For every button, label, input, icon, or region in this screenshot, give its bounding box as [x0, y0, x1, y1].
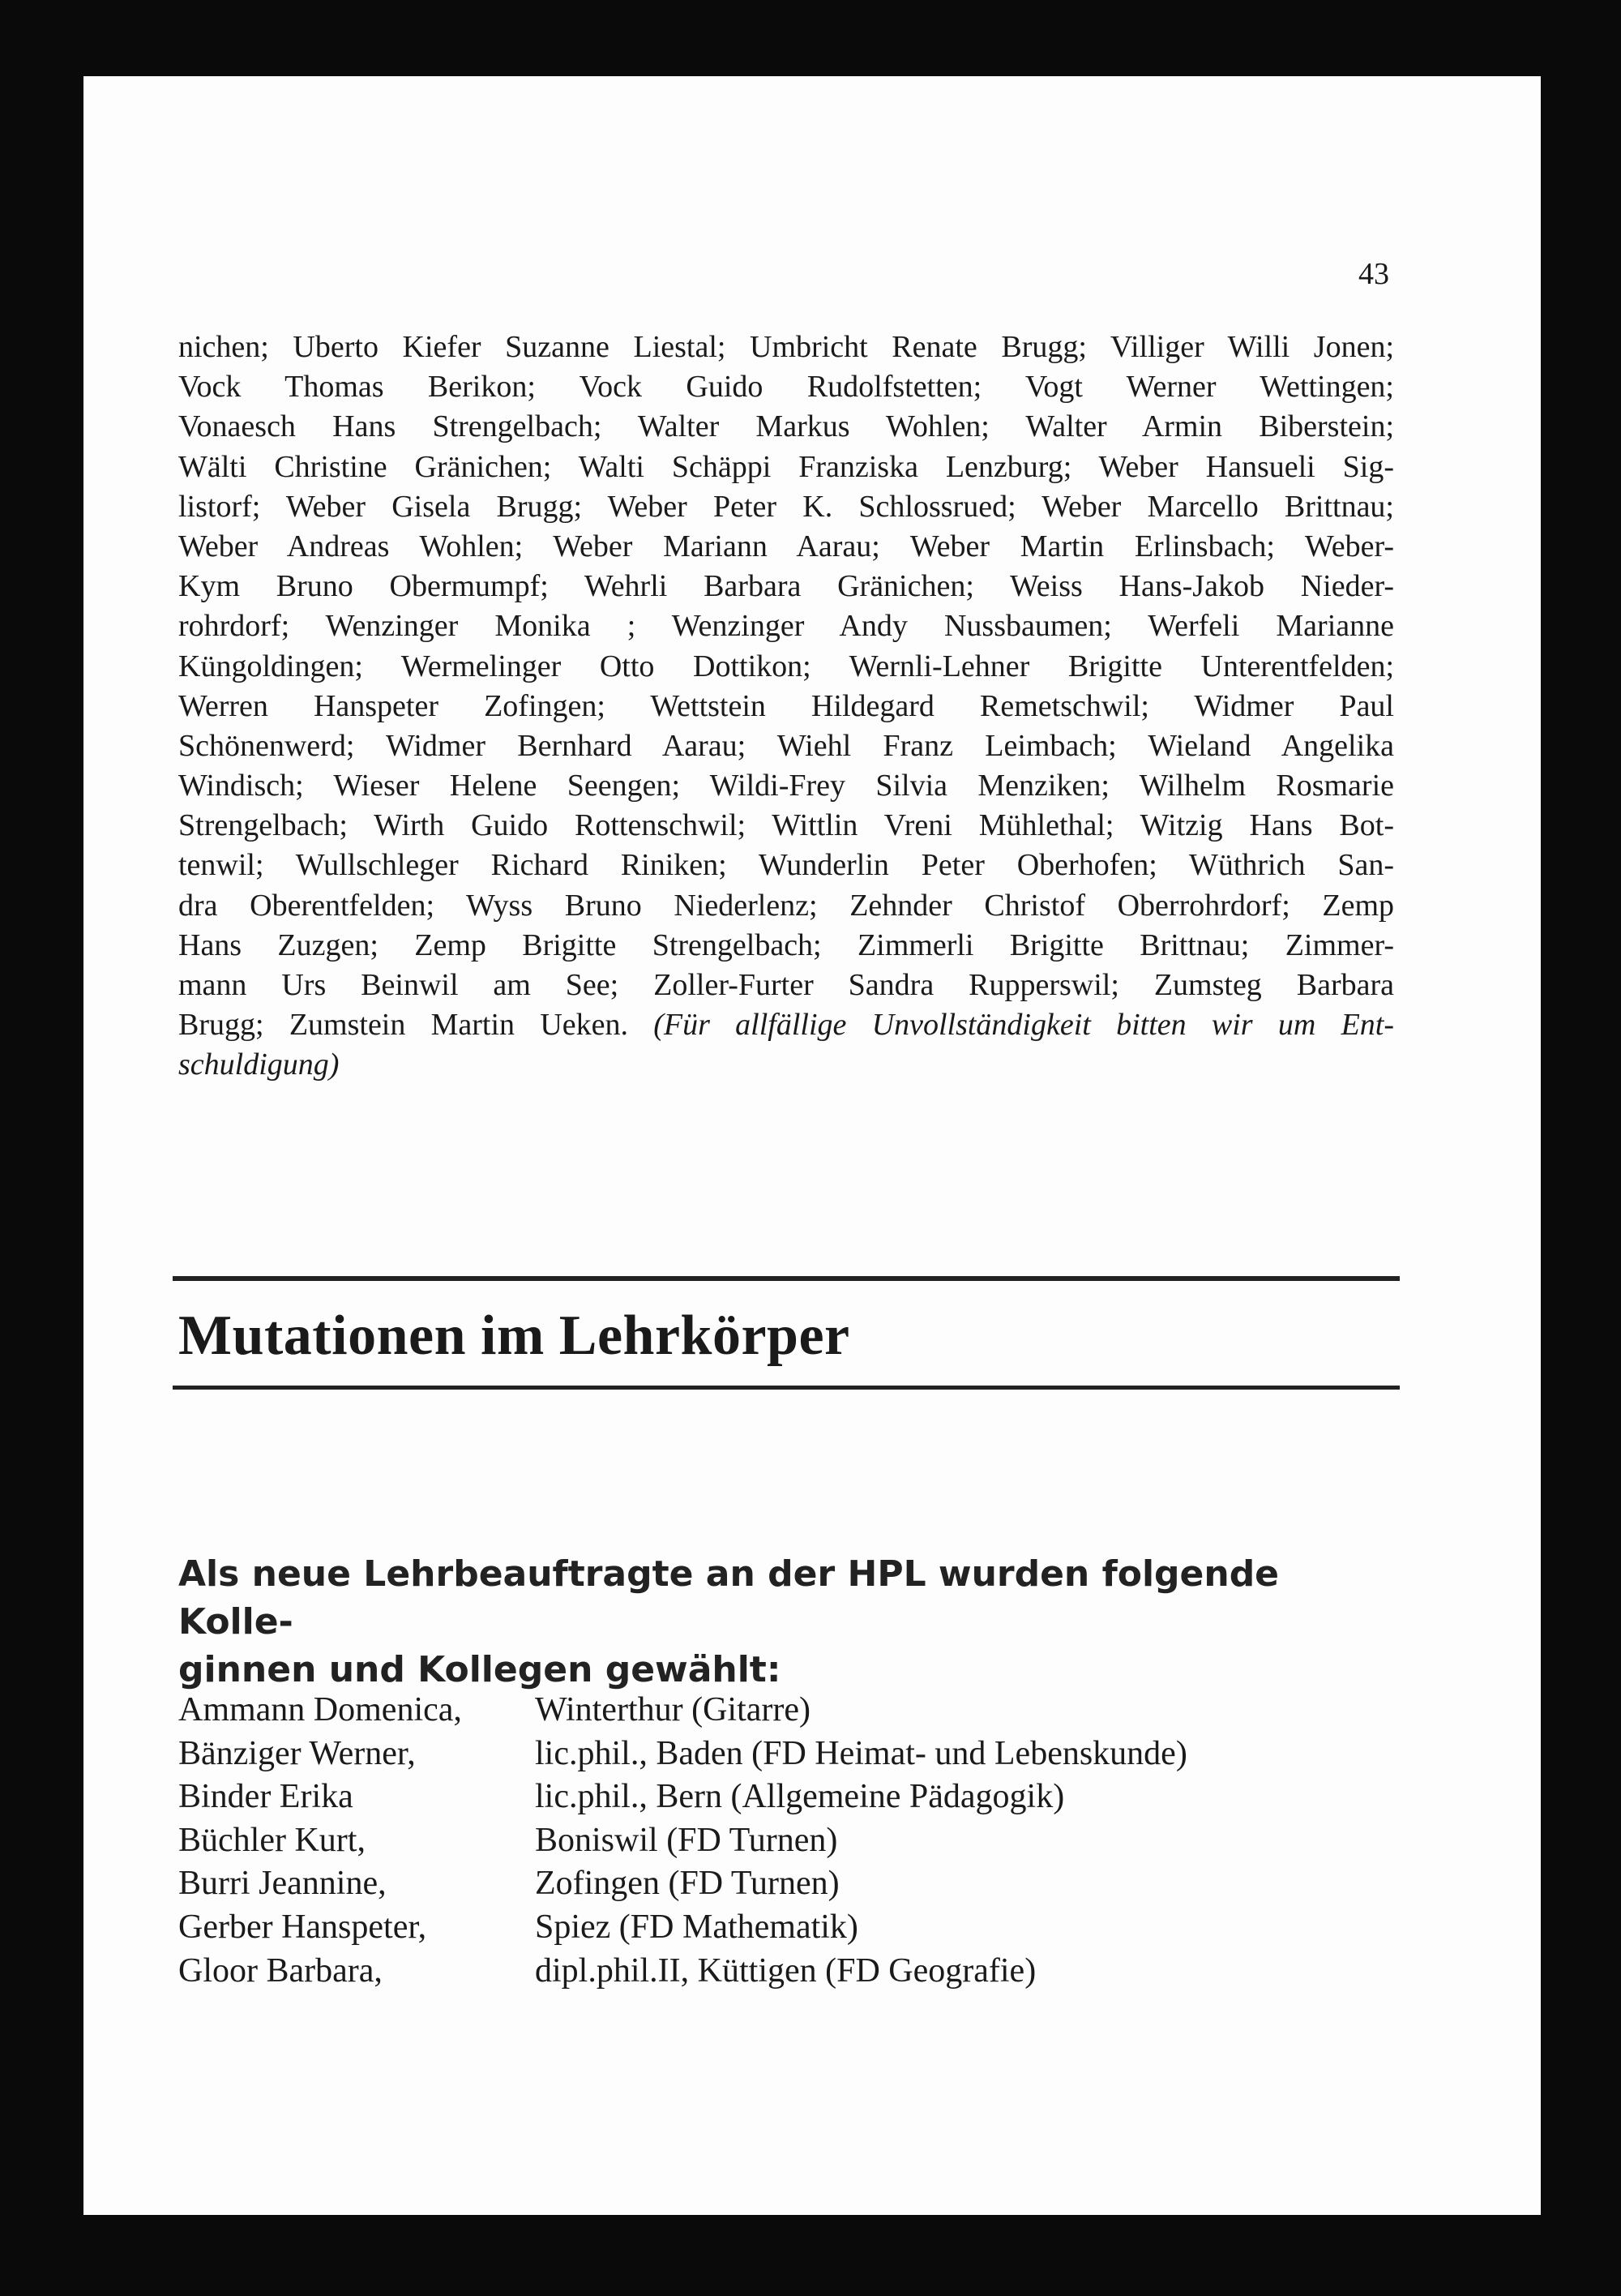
list-item — [178, 1862, 1187, 1906]
appointee-name: Gerber Hanspeter, — [178, 1908, 427, 1946]
subheading-line: Als neue Lehrbeauftragte an der HPL wurden folgende Kolle- — [178, 1553, 1280, 1643]
paragraph-line: Windisch; Wieser Helene Seengen; Wildi-Frey Silvia Menziken; Wilhelm Rosmarie — [178, 769, 1394, 803]
paragraph-line: Küngoldingen; Wermelinger Otto Dottikon; Wernli-Lehner Brigitte Unterentfelden; — [178, 649, 1394, 683]
heading-top-rule — [173, 1276, 1400, 1281]
list-item — [178, 1776, 1187, 1819]
appointee-name: Ammann Domenica, — [178, 1691, 462, 1728]
apology-note-end: schuldigung) — [178, 1047, 340, 1082]
paragraph-line: mann Urs Beinwil am See; Zoller-Furter Sandra Rupperswil; Zumsteg Barbara — [178, 968, 1394, 1002]
paragraph-line: Schönenwerd; Widmer Bernhard Aarau; Wiehl Franz Leimbach; Wieland Angelika — [178, 728, 1394, 763]
donor-list-paragraph — [178, 328, 1394, 1086]
subheading-line: ginnen und Kollegen gewählt: — [178, 1649, 781, 1690]
appointee-details: lic.phil., Bern (Allgemeine Pädagogik) — [535, 1778, 1065, 1816]
list-item — [178, 1689, 1187, 1733]
paragraph-line: Weber Andreas Wohlen; Weber Mariann Aarau; Weber Martin Erlinsbach; Weber- — [178, 529, 1394, 563]
appointee-name: Binder Erika — [178, 1778, 353, 1816]
paragraph-line: Vock Thomas Berikon; Vock Guido Rudolfstetten; Vogt Werner Wettingen; — [178, 370, 1394, 405]
appointee-details: Boniswil (FD Turnen) — [535, 1821, 838, 1859]
paragraph-line: nichen; Uberto Kiefer Suzanne Liestal; Umbricht Renate Brugg; Villiger Willi Jonen; — [178, 330, 1394, 364]
section-heading: Mutationen im Lehrkörper — [178, 1304, 850, 1367]
paragraph-line — [178, 1045, 1394, 1085]
paragraph-line: listorf; Weber Gisela Brugg; Weber Peter K. Schlossrued; Weber Marcello Brittnau; — [178, 489, 1394, 524]
list-item — [178, 1733, 1187, 1776]
paragraph-line: rohrdorf; Wenzinger Monika ; Wenzinger Andy Nussbaumen; Werfeli Marianne — [178, 609, 1394, 644]
appointee-name: Gloor Barbara, — [178, 1951, 383, 1990]
paragraph-line: Hans Zuzgen; Zemp Brigitte Strengelbach; Zimmerli Brigitte Brittnau; Zimmer- — [178, 927, 1394, 962]
list-item — [178, 1906, 1187, 1950]
paragraph-line: dra Oberentfelden; Wyss Bruno Niederlenz; Zehnder Christof Oberrohrdorf; Zemp — [178, 888, 1394, 923]
appointee-details: Winterthur (Gitarre) — [535, 1691, 810, 1728]
subheading — [178, 1550, 1394, 1694]
appointee-details: dipl.phil.II, Küttigen (FD Geografie) — [535, 1951, 1037, 1990]
list-item — [178, 1819, 1187, 1863]
appointee-details: lic.phil., Baden (FD Heimat- und Lebenskunde) — [535, 1734, 1187, 1772]
paragraph-text: Brugg; Zumstein Martin Ueken. — [178, 1008, 628, 1043]
heading-bottom-rule — [173, 1386, 1400, 1390]
page-number: 43 — [1358, 257, 1389, 291]
paragraph-line: Kym Bruno Obermumpf; Wehrli Barbara Gränichen; Weiss Hans-Jakob Nieder- — [178, 569, 1394, 604]
appointee-list — [178, 1689, 1187, 1993]
paragraph-line — [178, 1005, 1394, 1045]
appointee-name: Bänziger Werner, — [178, 1734, 416, 1772]
paragraph-line: Vonaesch Hans Strengelbach; Walter Markus Wohlen; Walter Armin Biberstein; — [178, 409, 1394, 444]
appointee-details: Spiez (FD Mathematik) — [535, 1908, 858, 1946]
paragraph-line: Wälti Christine Gränichen; Walti Schäppi Franziska Lenzburg; Weber Hansueli Sig- — [178, 449, 1394, 484]
paragraph-line: Strengelbach; Wirth Guido Rottenschwil; Wittlin Vreni Mühlethal; Witzig Hans Bot- — [178, 808, 1394, 843]
apology-note: (Für allfällige Unvollständigkeit bitten wir um Ent- — [653, 1008, 1394, 1043]
paragraph-line: Werren Hanspeter Zofingen; Wettstein Hildegard Remetschwil; Widmer Paul — [178, 688, 1394, 723]
appointee-details: Zofingen (FD Turnen) — [535, 1865, 840, 1903]
paragraph-line: tenwil; Wullschleger Richard Riniken; Wunderlin Peter Oberhofen; Wüthrich San- — [178, 848, 1394, 883]
appointee-name: Büchler Kurt, — [178, 1821, 366, 1859]
appointee-name: Burri Jeannine, — [178, 1865, 387, 1903]
list-item — [178, 1950, 1187, 1994]
